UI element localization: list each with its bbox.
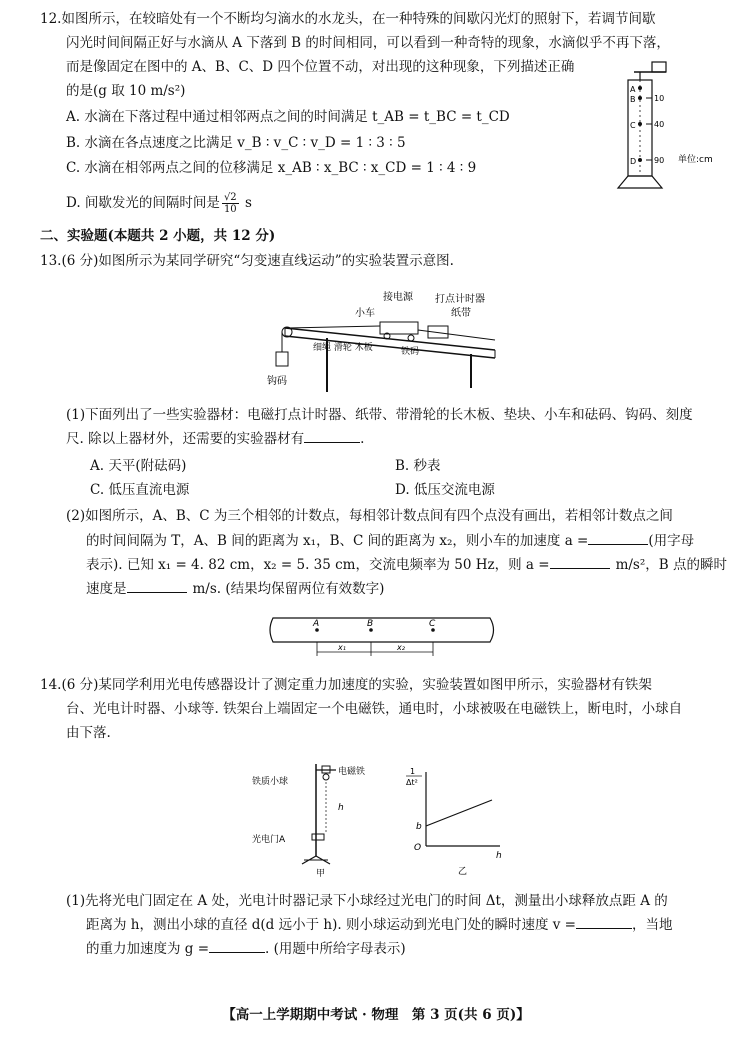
q14-intercept-b: b [416,822,422,832]
q12-line2: 闪光时间间隔正好与水滴从 A 下落到 B 的时间相同，可以看到一种奇特的现象，水滴似乎不再下落， [66,35,670,51]
fraction-numerator: √2 [223,192,237,203]
q13-p2-line3a: 表示). 已知 x₁ = 4. 82 cm，x₂ = 5. 35 cm，交流电频率为 50 Hz，则 a = [86,557,550,573]
q12-option-d-suffix: s [244,195,252,211]
q12-line4: 的是(g 取 10 m/s²) [66,83,186,99]
q13-label-power: 接电源 [383,292,413,303]
tape-dist-x2: x₂ [397,643,405,652]
q14-origin: O [414,843,422,853]
answer-blank[interactable] [588,530,648,545]
q13-p2-line1: (2)如图所示，A、B、C 为三个相邻的计数点，每相邻计数点间有四个点没有画出，若相邻计数点之间 [66,508,673,524]
q13-p1-line2 [66,428,364,450]
q13-p1-line1: (1)下面列出了一些实验器材：电磁打点计时器、纸带、带滑轮的长木板、垫块、小车和砝码、钩码、刻度 [66,407,693,423]
q12-label-a: A [630,85,636,94]
q12-option-b: B. 水滴在各点速度之比满足 v_B ∶ v_C ∶ v_D = 1 ∶ 3 ∶ 5 [66,135,406,151]
q14-label-h: h [338,803,344,813]
q14-p1-line3a: 的重力加速度为 g = [86,941,210,957]
fraction [222,192,239,215]
q13-figure [265,288,505,400]
q13-option-d: D. 低压交流电源 [395,482,495,498]
q14-label-gate: 光电门A [252,835,286,845]
q12-tick-40: 40 [654,120,665,129]
q13-p2-line2b: (用字母 [648,533,695,549]
q12-option-d-prefix: D. 间歇发光的间隔时间是 [66,195,220,211]
q13-option-a: A. 天平(附砝码) [90,458,187,474]
q13-option-c: C. 低压直流电源 [90,482,190,498]
q12-unit-label: 单位:cm [678,155,713,165]
q14-caption-jia: 甲 [316,869,326,878]
q13-p1-line2-end: . [360,431,365,447]
q14-figure-yi [400,762,510,878]
q13-label-board: 细绳 滑轮 木板 [313,343,373,353]
q13-label-cart: 小车 [355,308,375,319]
answer-blank[interactable] [127,578,187,593]
q13-line1: 13.(6 分)如图所示为某同学研究“匀变速直线运动”的实验装置示意图. [40,253,454,269]
q12-option-d [66,192,252,215]
q14-ylabel-num: 1 [410,767,416,776]
q13-label-weight: 钩码 [267,376,287,387]
q13-p2-line3 [86,554,727,576]
q13-p2-line2 [86,530,694,552]
section-heading: 二、实验题(本题共 2 小题，共 12 分) [40,228,276,244]
q12-label-c: C [630,121,636,130]
q14-p1-line3b: . (用题中所给字母表示) [265,941,406,957]
q13-p2-line3b: m/s²，B 点的瞬时 [615,557,727,573]
q12-tick-10: 10 [654,94,665,103]
q14-xlabel-h: h [496,851,502,861]
q12-tick-90: 90 [654,156,665,165]
q13-p1-line2-text: 尺. 除以上器材外，还需要的实验器材有 [66,431,305,447]
q12-option-a: A. 水滴在下落过程中通过相邻两点之间的时间满足 t_AB = t_BC = t_CD [66,109,510,125]
q13-tape-figure [265,610,505,662]
q14-line1: 14.(6 分)某同学利用光电传感器设计了测定重力加速度的实验，实验装置如图甲所示，实验器材有铁架 [40,677,652,693]
q12-option-c: C. 水滴在相邻两点之间的位移满足 x_AB ∶ x_BC ∶ x_CD = 1 ∶ 4 ∶ 9 [66,160,477,176]
tape-point-b: B [367,619,374,629]
q13-label-timer: 打点计时器 [435,294,485,305]
page-footer: 【高一上学期期中考试 · 物理 第 3 页(共 6 页)】 [222,1007,530,1023]
q13-p2-line4 [86,578,384,600]
answer-blank[interactable] [304,428,360,443]
q13-label-tape: 纸带 [451,308,471,319]
answer-blank[interactable] [550,554,610,569]
q14-p1-line2a: 距离为 h，测出小球的直径 d(d 远小于 h). 则小球运动到光电门处的瞬时速度 v = [86,917,576,933]
q14-caption-yi: 乙 [458,867,468,877]
q14-label-ball: 铁质小球 [252,777,289,787]
q14-p1-line2 [86,914,672,936]
q13-option-b: B. 秒表 [395,458,441,474]
q12-label-b: B [630,95,636,104]
q12-figure [610,58,745,190]
tape-point-c: C [429,619,436,629]
q12-line3: 而是像固定在图中的 A、B、C、D 四个位置不动，对出现的这种现象，下列描述正确 [66,59,575,75]
q14-p1-line3 [86,938,406,960]
q13-label-block: 铁码 [401,347,420,357]
q14-p1-line1: (1)先将光电门固定在 A 处，光电计时器记录下小球经过光电门的时间 Δt，测量出小球释放点距 A 的 [66,893,668,909]
q12-label-d: D [630,157,637,166]
tape-point-a: A [313,619,320,629]
q13-p2-line4a: 速度是 [86,581,127,597]
q14-line2: 台、光电计时器、小球等. 铁架台上端固定一个电磁铁，通电时，小球被吸在电磁铁上，断电时，小球自 [66,701,683,717]
tape-dist-x1: x₁ [338,643,346,652]
q14-figure-jia [252,760,392,878]
q14-line3: 由下落. [66,725,111,741]
fraction-denominator: 10 [223,204,237,215]
q13-p2-line4b: m/s. (结果均保留两位有效数字) [192,581,385,597]
q14-ylabel-den: Δt² [406,778,418,787]
q14-label-magnet: 电磁铁 [338,767,366,777]
q14-p1-line2b: ，当地 [631,917,673,933]
q12-line1: 12.如图所示，在较暗处有一个不断均匀滴水的水龙头，在一种特殊的间歇闪光灯的照射下，若调节间歇 [40,11,656,27]
answer-blank[interactable] [209,938,265,953]
q13-p2-line2a: 的时间间隔为 T，A、B 间的距离为 x₁，B、C 间的距离为 x₂，则小车的加速度 a = [86,533,589,549]
answer-blank[interactable] [576,914,632,929]
